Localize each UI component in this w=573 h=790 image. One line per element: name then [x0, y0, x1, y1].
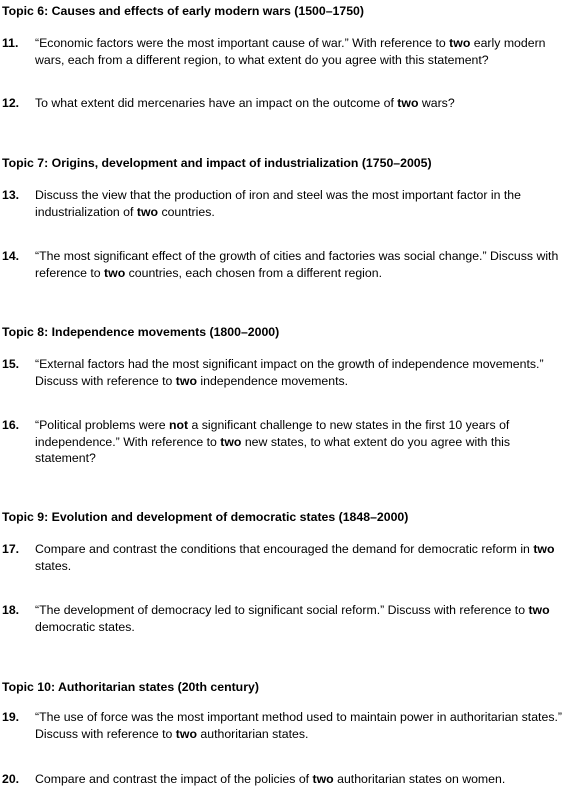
question-text: “The development of democracy led to significant social reform.” Discuss with reference to two democratic states.	[35, 603, 550, 634]
topic-heading: Topic 7: Origins, development and impact of industrialization (1750–2005)	[2, 156, 432, 170]
question-number: 11.	[2, 36, 19, 50]
emphasis: two	[104, 265, 126, 280]
emphasis: two	[528, 603, 550, 617]
question-number: 19.	[2, 710, 20, 724]
question-text: “The use of force was the most important method used to maintain power in authoritarian states.” Discuss with reference to two authoritarian states.	[35, 710, 562, 741]
question-number: 15.	[2, 357, 20, 371]
emphasis: two	[220, 434, 242, 449]
question-number: 14.	[2, 249, 20, 263]
question-number: 13.	[2, 188, 20, 202]
question-text: Compare and contrast the conditions that encouraged the demand for democratic reform in two states.	[35, 542, 555, 573]
emphasis: two	[312, 772, 334, 786]
question-number: 17.	[2, 542, 20, 556]
question-number: 12.	[2, 96, 20, 110]
topic-heading: Topic 8: Independence movements (1800–2000)	[2, 325, 280, 339]
topic-heading: Topic 9: Evolution and development of democratic states (1848–2000)	[2, 510, 409, 524]
question-text: Discuss the view that the production of iron and steel was the most important factor in the industrialization of two countries.	[35, 188, 521, 219]
question-text: “The most significant effect of the growth of cities and factories was social change.” Discuss with reference to two countries, each chosen from a different region.	[35, 249, 559, 280]
question-text: “External factors had the most significant impact on the growth of independence movements.” Discuss with reference to two independence movements.	[35, 357, 544, 388]
question-number: 16.	[2, 418, 20, 432]
emphasis: two	[175, 726, 197, 741]
topic-heading: Topic 6: Causes and effects of early modern wars (1500–1750)	[2, 4, 364, 18]
question-number: 18.	[2, 603, 20, 617]
topic-heading: Topic 10: Authoritarian states (20th century)	[2, 680, 259, 694]
question-text: “Economic factors were the most important cause of war.” With reference to two early modern wars, each from a different region, to what extent do you agree with this statement?	[35, 36, 546, 67]
question-text: “Political problems were not a significant challenge to new states in the first 10 years of independence.” With reference to two new states, to what extent do you agree with this statement?	[35, 418, 511, 465]
emphasis: two	[533, 542, 555, 556]
question-number: 20.	[2, 772, 20, 786]
question-text: Compare and contrast the impact of the policies of two authoritarian states on women.	[35, 772, 506, 786]
question-text: To what extent did mercenaries have an impact on the outcome of two wars?	[35, 96, 455, 110]
emphasis: two	[175, 373, 197, 388]
emphasis: two	[449, 36, 471, 50]
emphasis: not	[168, 418, 189, 432]
emphasis: two	[136, 204, 159, 219]
emphasis: two	[397, 96, 419, 110]
